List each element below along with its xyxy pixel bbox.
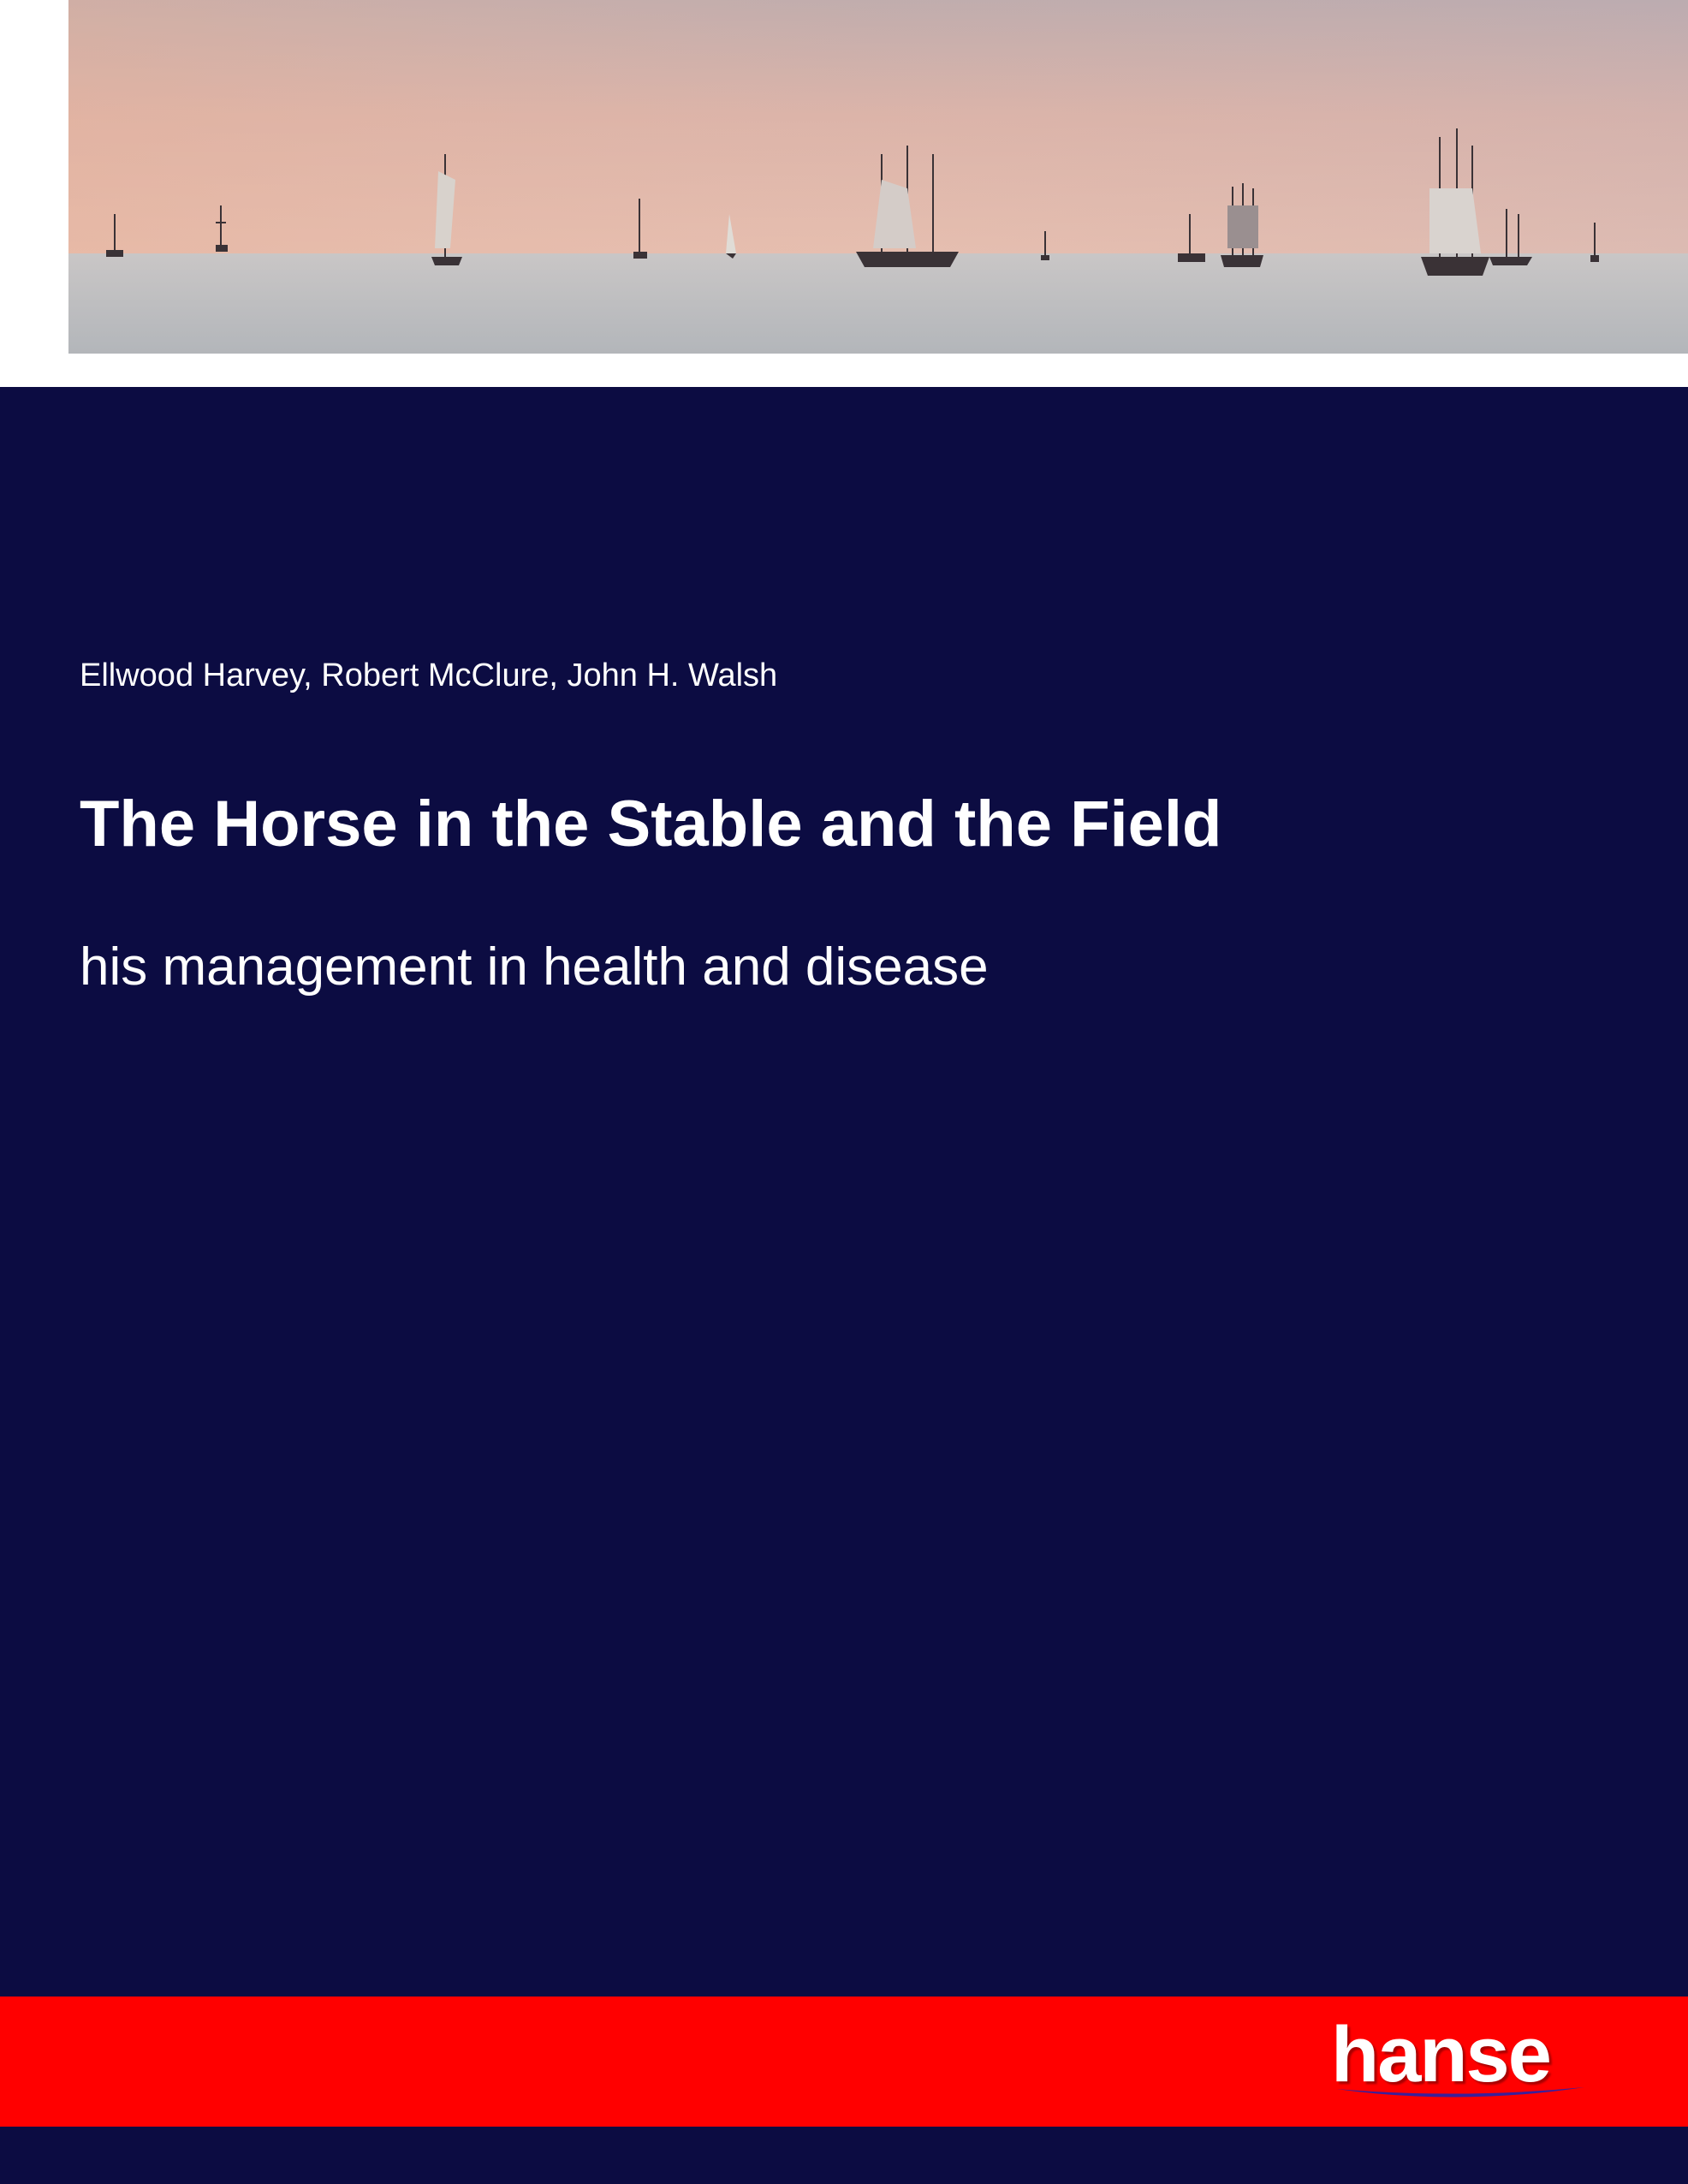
sailing-ships-image — [68, 0, 1688, 354]
book-authors: Ellwood Harvey, Robert McClure, John H. Walsh — [80, 658, 778, 693]
book-subtitle: his management in health and disease — [80, 937, 989, 997]
publisher-logo-text: hanse — [1331, 2011, 1550, 2098]
publisher-logo — [1331, 2011, 1588, 2108]
book-title: The Horse in the Stable and the Field — [80, 788, 1222, 860]
logo-swoosh-icon — [1331, 2074, 1588, 2108]
cover-photo-tall-ships — [68, 0, 1688, 354]
top-white-band — [0, 0, 1688, 387]
